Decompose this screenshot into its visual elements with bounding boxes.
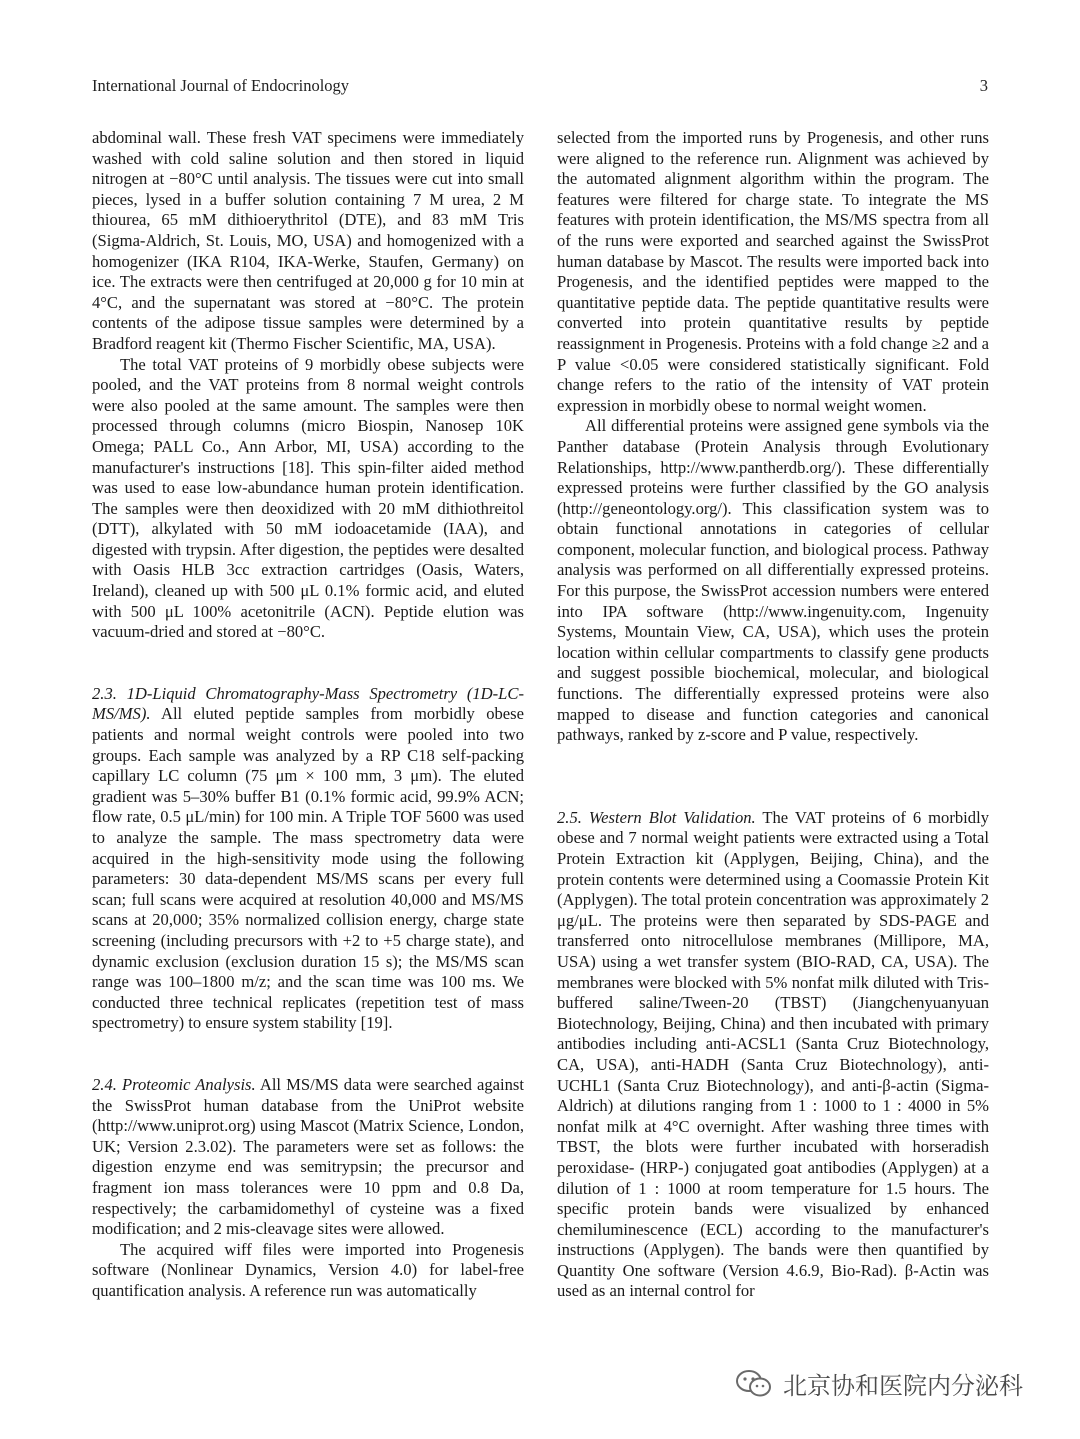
- section-gap: [92, 1034, 524, 1075]
- section-2-3-title: 2.3. 1D-Liquid Chromatography-Mass Spectrometry (1D-LC-MS/MS).: [92, 683, 524, 724]
- journal-title: International Journal of Endocrinology: [92, 76, 350, 95]
- paragraph-pooling: The total VAT proteins of 9 morbidly obese subjects were pooled, and the VAT proteins from 8 normal weight controls were also pooled at the same amount. The samples were then processed through columns (micro Biospin, Nanosep 10K Omega; PALL Co., Ann Arbor, MI, USA) according to the manufacturer's instructions [18]. This spin-filter aided method was used to ease low-abundance human protein identification. The samples were then deoxidized with 20 mM dithiothreitol (DTT), alkylated with 50 mM iodoacetamide (IAA), and digested with trypsin. After digestion, the peptides were desalted with Oasis HLB 3cc extraction cartridges (Oasis, Waters, Ireland), cleaned up with 500 μL 0.1% formic acid, and eluted with 500 μL 100% acetonitrile (ACN). Peptide elution was vacuum-dried and stored at −80°C.: [92, 354, 524, 642]
- paragraph-wiff-import: The acquired wiff files were imported into Progenesis software (Nonlinear Dynamics, Version 4.0) for label-free quantification analysis. A reference run was automatically: [92, 1239, 524, 1300]
- section-2-4-body: All MS/MS data were searched against the SwissProt human database from the UniProt website (http://www.uniprot.org) using Mascot (Matrix Science, London, UK; Version 2.3.02). The parameters were set as follows: the digestion enzyme end was semitrypsin; the precursor and fragment ion mass tolerances were 10 ppm and 0.8 Da, respectively; the carbamidomethyl of cysteine was a fixed modification; and 2 mis-cleavage sites were allowed.: [92, 1074, 524, 1239]
- paragraph-annotation: All differential proteins were assigned gene symbols via the Panther database (Protein Analysis through Evolutionary Relationships, http://www.pantherdb.org/). These differentially expressed proteins were further classified by the GO analysis (http://geneontology.org/). This classification system was to obtain functional annotations in categories of cellular component, molecular function, and biological process. Pathway analysis was performed on all differentially expressed proteins. For this purpose, the SwissProt accession numbers were entered into IPA software (http://www.ingenuity.com, Ingenuity Systems, Mountain View, CA, USA), which uses the protein location within cellular compartments to classify gene products and suggest possible biochemical, molecular, and biological functions. The differentially expressed proteins were also mapped to disease and function categories and canonical pathways, ranked by z-score and P value, respectively.: [557, 416, 989, 745]
- section-2-5-title: 2.5. Western Blot Validation.: [557, 807, 756, 827]
- section-2-4: [92, 1075, 524, 1240]
- watermark: [735, 1366, 1023, 1401]
- section-2-4-title: 2.4. Proteomic Analysis.: [92, 1074, 256, 1094]
- section-2-5-body: The VAT proteins of 6 morbidly obese and 7 normal weight patients were extracted using a Total Protein Extraction kit (Applygen, Beijing, China), and the protein contents were determined using a Coomassie Protein Kit (Applygen). The total protein concentration was approximately 2 μg/μL. The proteins were then separated by SDS-PAGE and transferred onto nitrocellulose membranes (Millipore, MA, USA) using a wet transfer system (BIO-RAD, CA, USA). The membranes were blocked with 5% nonfat milk diluted with Tris-buffered saline/Tween-20 (TBST) (Jiangchenyuanyuan Biotechnology, Beijing, China) and then incubated with primary antibodies including anti-ACSL1 (Santa Cruz Biotechnology, CA, USA), anti-HADH (Santa Cruz Biotechnology), anti-UCHL1 (Santa Cruz Biotechnology), and anti-β-actin (Sigma-Aldrich) at dilutions ranging from 1 : 1000 to 1 : 4000 in 5% nonfat milk at 4°C overnight. After washing three times with TBST, the blots were further incubated with horseradish peroxidase- (HRP-) conjugated goat antibodies (Applygen) at a dilution of 1 : 1000 at room temperature for 1.5 hours. The specific protein bands were visualized by enhanced chemiluminescence (ECL) according to the manufacturer's instructions (Applygen). The bands were then quantified by Quantity One software (Version 4.6.9, Bio-Rad). β-Actin was used as an internal control for: [557, 807, 989, 1301]
- section-gap: [557, 746, 989, 808]
- section-2-5: [557, 808, 989, 1302]
- paragraph-alignment: selected from the imported runs by Progenesis, and other runs were aligned to the reference run. Alignment was achieved by the automated alignment algorithm within the program. The features were filtered for charge state. To integrate the MS features with protein identification, the MS/MS spectra from all of the runs were exported and searched against the SwissProt human database by Mascot. The results were imported back into Progenesis, and the identified peptides were mapped to the quantitative peptide data. The peptide quantitative results were converted into protein quantitative results by peptide reassignment in Progenesis. Proteins with a fold change ≥2 and a P value <0.05 were considered statistically significant. Fold change refers to the ratio of the intensity of VAT protein expression in morbidly obese to normal weight women.: [557, 128, 989, 415]
- left-column: [92, 128, 524, 1301]
- paragraph-sample-prep: abdominal wall. These fresh VAT specimens were immediately washed with cold saline solution and then stored in liquid nitrogen at −80°C until analysis. The tissues were cut into small pieces, lysed in a buffer solution containing 7 M urea, 2 M thiourea, 65 mM dithioerythritol (DTE), and 83 mM Tris (Sigma-Aldrich, St. Louis, MO, USA) and homogenized with a homogenizer (IKA R104, IKA-Werke, Staufen, Germany) on ice. The extracts were then centrifuged at 20,000 g for 10 min at 4°C, and the supernatant was stored at −80°C. The protein contents of the adipose tissue samples were determined by a Bradford reagent kit (Thermo Fischer Scientific, MA, USA).: [92, 128, 524, 353]
- right-column: [557, 128, 989, 1302]
- page-number: 3: [979, 76, 988, 95]
- wechat-icon: [735, 1368, 773, 1400]
- section-2-3: [92, 684, 524, 1034]
- section-gap: [92, 643, 524, 684]
- section-2-3-body: All eluted peptide samples from morbidly obese patients and normal weight controls were pooled into two groups. Each sample was analyzed by a RP C18 self-packing capillary LC column (75 μm × 100 mm, 3 μm). The eluted gradient was 5–30% buffer B1 (0.1% formic acid, 99.9% ACN; flow rate, 0.5 μL/min) for 100 min. A Triple TOF 5600 was used to analyze the sample. The mass spectrometry data were acquired in the high-sensitivity mode using the following parameters: 30 data-dependent MS/MS scans per every full scan; full scans were acquired at resolution 40,000 and MS/MS scans at 20,000; 35% normalized collision energy, charge state screening (including precursors with +2 to +5 charge state), and dynamic exclusion (exclusion duration 15 s); the MS/MS scan range was 100–1800 m/z; and the scan time was 100 ms. We conducted three technical replicates (repetition test of mass spectrometry) to ensure system stability [19].: [92, 704, 524, 1033]
- watermark-text: 北京协和医院内分泌科: [783, 1372, 1023, 1400]
